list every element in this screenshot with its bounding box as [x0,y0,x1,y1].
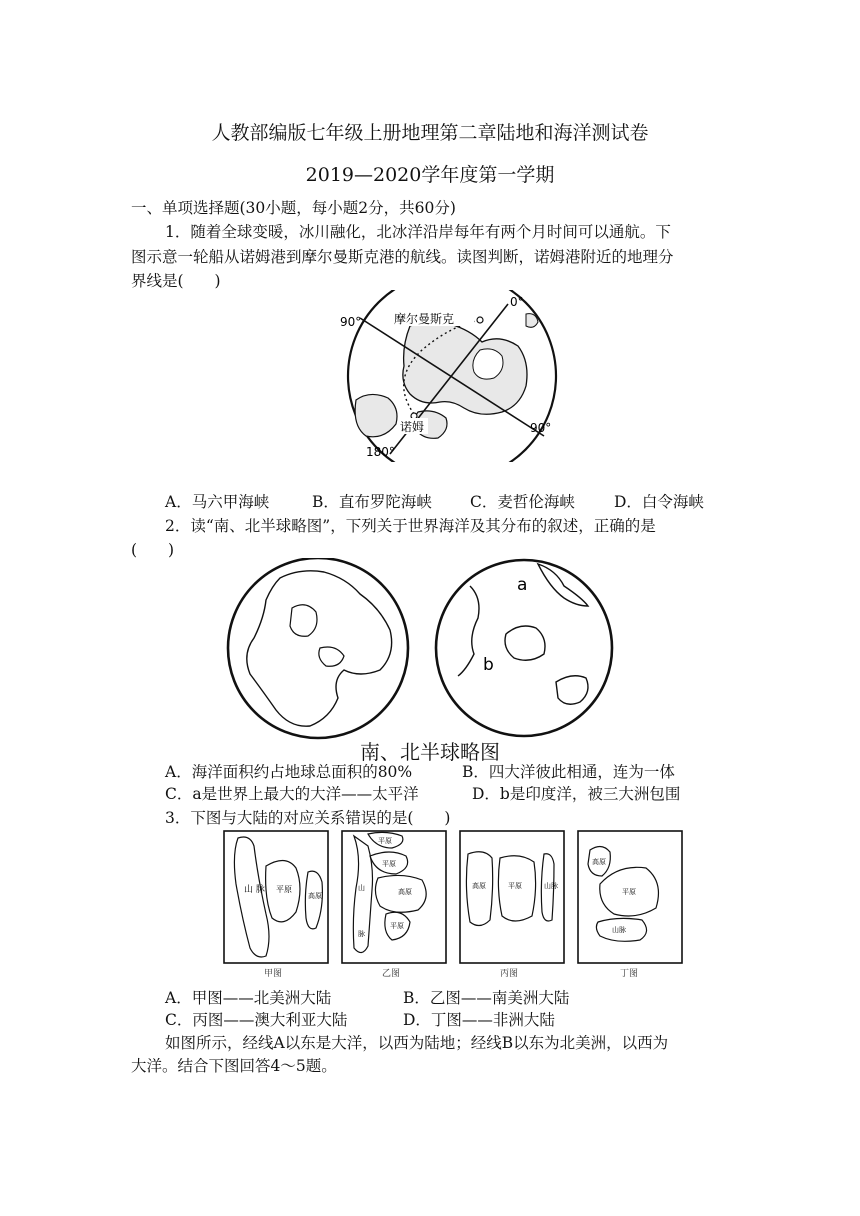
fig-yi-caption: 乙图 [382,969,401,979]
fig-ding-frame [578,831,682,963]
q3-option-b[interactable]: B．乙图——南美洲大陆 [403,989,570,1007]
q1-option-b[interactable]: B．直布罗陀海峡 [312,493,432,511]
arctic-route-map [330,290,570,462]
fig-ding-plateau-label: 高原 [592,858,606,866]
continent-sketches [222,828,688,980]
q1-line-1: 1．随着全球变暖，冰川融化，北冰洋沿岸每年有两个月时间可以通航。下 [165,223,671,241]
q45-line-2: 大洋。结合下图回答4～5题。 [131,1057,337,1075]
q2-line-2: ( ) [131,541,175,559]
q1-option-a[interactable]: A．马六甲海峡 [165,493,270,511]
fig-jia-caption: 甲图 [264,969,283,979]
label-90e-degree: 90° [530,421,552,435]
fig-ding-mountain-label: 山脉 [612,926,626,934]
hemispheres-caption: 南、北半球略图 [360,740,500,764]
fig-bing-plateau-label: 高原 [472,882,486,890]
fig-yi-mountain-label: 山 [358,884,365,892]
fig-jia-plain-label: 平原 [276,885,292,894]
q3-option-a[interactable]: A．甲图——北美洲大陆 [165,989,332,1007]
fig-bing-plain-label: 平原 [508,882,522,890]
label-180-degree: 180° [366,445,395,459]
fig-jia-mountain-label: 山 脉 [244,885,265,895]
fig-bing-frame [460,831,564,963]
q2-option-c[interactable]: C．a是世界上最大的大洋——太平洋 [165,785,419,803]
q1-option-d[interactable]: D．白令海峡 [614,493,704,511]
fig-ding-caption: 丁图 [620,969,639,979]
hemispheres-map [220,558,620,763]
city-nome: 诺姆 [400,420,425,434]
north-america-landmass [355,394,397,436]
murmansk-port-dot [477,317,483,323]
northern-hemisphere-circle [228,558,408,738]
inner-sea-shape [473,349,503,379]
fig-yi-plain3-label: 平原 [390,922,404,930]
q3-option-d[interactable]: D．丁图——非洲大陆 [403,1011,555,1029]
page-title: 人教部编版七年级上册地理第二章陆地和海洋测试卷 [211,122,649,144]
fig-jia-plateau-label: 高原 [308,892,322,900]
q1-option-c[interactable]: C．麦哲伦海峡 [470,493,575,511]
city-murmansk: 摩尔曼斯克 [394,312,455,326]
label-a: a [517,575,528,595]
fig-yi-plateau-label: 高原 [398,888,412,896]
q2-line-1: 2．读“南、北半球略图”，下列关于世界海洋及其分布的叙述，正确的是 [165,517,656,535]
q1-line-3: 界线是( ) [131,272,221,290]
fig-yi-mountain2-label: 脉 [358,930,365,938]
section-heading: 一、单项选择题(30小题，每小题2分，共60分) [131,199,456,217]
page-subtitle: 2019—2020学年度第一学期 [305,164,555,186]
fig-bing-caption: 丙图 [500,969,519,979]
fig-bing-mountain-label: 山脉 [544,882,558,890]
q3-line-1: 3．下图与大陆的对应关系错误的是( ) [165,809,451,827]
label-b: b [483,655,494,675]
q45-line-1: 如图所示，经线A以东是大洋，以西为陆地；经线B以东为北美洲，以西为 [165,1034,669,1052]
q3-option-c[interactable]: C．丙图——澳大利亚大陆 [165,1011,348,1029]
q2-option-b[interactable]: B．四大洋彼此相通，连为一体 [462,763,675,781]
label-90w-degree: 90° [340,315,362,329]
q2-option-d[interactable]: D．b是印度洋，被三大洲包围 [472,785,681,803]
fig-yi-plain1-label: 平原 [378,837,392,845]
fig-yi-plain2-label: 平原 [382,860,396,868]
fig-ding-plain-label: 平原 [622,888,636,896]
label-0-degree: 0° [510,295,524,309]
q2-option-a[interactable]: A．海洋面积约占地球总面积的80% [165,763,413,781]
q1-line-2: 图示意一轮船从诺姆港到摩尔曼斯克港的航线。读图判断，诺姆港附近的地理分 [131,248,674,266]
